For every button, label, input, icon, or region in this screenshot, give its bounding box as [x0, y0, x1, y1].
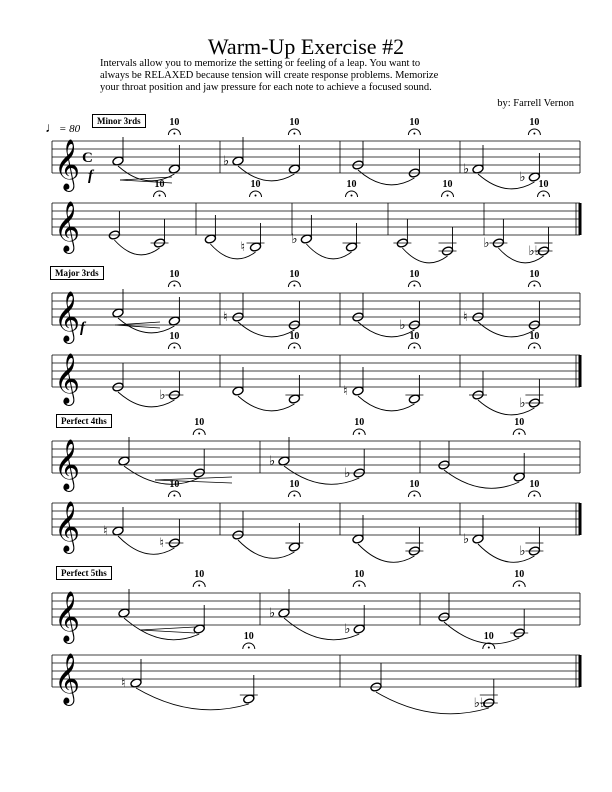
half-note — [463, 515, 484, 547]
half-note — [352, 141, 364, 170]
half-note — [519, 153, 540, 185]
staff — [52, 139, 580, 192]
half-note — [343, 367, 364, 399]
half-note — [405, 527, 423, 556]
crescendo-hairpin — [140, 630, 195, 633]
half-note — [469, 371, 487, 400]
fermata-number: 10 — [529, 117, 540, 128]
author-credit: by: Farrell Vernon — [497, 98, 574, 109]
fermata-dot — [293, 495, 295, 497]
fermata-dot — [413, 285, 415, 287]
natural-icon: ♮ — [240, 240, 246, 255]
half-note — [112, 363, 124, 392]
fermata-dot — [533, 495, 535, 497]
intro-line: always be RELAXED because tension will create response problems. Memorize — [100, 70, 439, 81]
fermata-number: 10 — [169, 269, 180, 280]
half-note — [519, 379, 543, 411]
half-note — [241, 223, 265, 255]
slur — [478, 400, 534, 415]
fermata-dot — [255, 195, 257, 197]
treble-clef-icon: 𝄞 — [54, 591, 81, 642]
fermata-dot — [293, 285, 295, 287]
fermata-number: 10 — [250, 179, 261, 190]
fermata-number: 10 — [442, 179, 453, 190]
half-note — [269, 589, 290, 621]
fermata-dot — [248, 647, 250, 649]
treble-clef-icon: 𝄞 — [54, 439, 81, 490]
half-note — [438, 593, 450, 622]
slur — [238, 396, 294, 411]
treble-clef-icon: 𝄞 — [54, 139, 81, 190]
flat-icon: ♭ — [269, 454, 276, 469]
fermata-dot — [351, 195, 353, 197]
natural-icon: ♮ — [103, 524, 108, 539]
slur — [376, 692, 489, 714]
fermata-number: 10 — [169, 479, 180, 490]
intro-line: Intervals allow you to memorize the setting or feeling of a leap. You want to — [100, 58, 421, 69]
fermata-number: 10 — [169, 117, 180, 128]
staff — [52, 591, 580, 644]
section-label-major-3rds: Major 3rds — [50, 266, 104, 280]
flat-icon: ♭ — [399, 318, 406, 333]
fermata-dot — [358, 433, 360, 435]
fermata-number: 10 — [289, 479, 300, 490]
half-note — [193, 449, 205, 478]
natural-icon: ♮ — [223, 310, 228, 325]
fermata-number: 10 — [243, 631, 254, 642]
double-flat-icon: ♭♭ — [473, 696, 487, 711]
staff — [52, 501, 580, 554]
tempo-value: = 80 — [59, 123, 81, 135]
flat-icon: ♭ — [519, 544, 526, 559]
slur — [478, 544, 534, 562]
fermata-dot — [413, 133, 415, 135]
dynamic-marking: f — [88, 168, 93, 184]
fermata-number: 10 — [409, 331, 420, 342]
half-note — [474, 679, 498, 711]
half-note — [529, 227, 553, 259]
fermata-number: 10 — [529, 269, 540, 280]
flat-icon: ♭ — [223, 154, 230, 169]
half-note — [519, 527, 543, 559]
fermata-dot — [413, 347, 415, 349]
slur — [306, 244, 351, 259]
flat-icon: ♭ — [291, 232, 298, 247]
fermata-number: 10 — [354, 417, 365, 428]
fermata-dot — [159, 195, 161, 197]
slur — [358, 396, 414, 411]
fermata-number: 10 — [194, 569, 205, 580]
staff — [52, 653, 580, 706]
fermata-dot — [533, 285, 535, 287]
fermata-dot — [413, 495, 415, 497]
half-note — [151, 219, 169, 248]
fermata-number: 10 — [538, 179, 549, 190]
flat-icon: ♭ — [269, 606, 276, 621]
natural-icon: ♮ — [463, 310, 468, 325]
fermata-dot — [173, 347, 175, 349]
fermata-dot — [198, 433, 200, 435]
half-note — [352, 293, 364, 322]
fermata-dot — [543, 195, 545, 197]
fermata-number: 10 — [483, 631, 494, 642]
treble-clef-icon: 𝄞 — [54, 653, 81, 704]
fermata-dot — [173, 495, 175, 497]
treble-clef-icon: 𝄞 — [54, 291, 81, 342]
flat-icon: ♭ — [519, 170, 526, 185]
fermata-number: 10 — [529, 479, 540, 490]
natural-icon: ♮ — [343, 384, 348, 399]
fermata-number: 10 — [529, 331, 540, 342]
flat-icon: ♭ — [159, 388, 166, 403]
half-note — [393, 219, 411, 248]
staff — [52, 439, 580, 492]
intro-line: your throat position and jaw pressure for each note to achieve a focused sound. — [100, 82, 432, 93]
flat-icon: ♭ — [463, 532, 470, 547]
half-note — [408, 149, 420, 178]
treble-clef-icon: 𝄞 — [54, 353, 81, 404]
half-note — [269, 437, 290, 469]
fermata-number: 10 — [154, 179, 165, 190]
half-note — [103, 507, 124, 539]
flat-icon: ♭ — [519, 396, 526, 411]
half-note — [463, 145, 484, 177]
fermata-dot — [173, 285, 175, 287]
half-note — [121, 659, 142, 691]
fermata-number: 10 — [409, 269, 420, 280]
slur — [118, 536, 174, 554]
half-note — [108, 211, 120, 240]
fermata-dot — [518, 433, 520, 435]
slur — [238, 166, 294, 181]
fermata-dot — [447, 195, 449, 197]
half-note — [528, 301, 540, 330]
fermata-number: 10 — [169, 331, 180, 342]
fermata-dot — [293, 133, 295, 135]
fermata-dot — [518, 585, 520, 587]
fermata-dot — [293, 347, 295, 349]
fermata-dot — [198, 585, 200, 587]
half-note — [510, 609, 528, 638]
fermata-number: 10 — [514, 569, 525, 580]
fermata-dot — [173, 133, 175, 135]
flat-icon: ♭ — [463, 162, 470, 177]
slur — [136, 688, 249, 710]
half-note — [439, 227, 457, 256]
fermata-number: 10 — [409, 479, 420, 490]
fermata-dot — [533, 347, 535, 349]
fermata-dot — [533, 133, 535, 135]
slur — [358, 170, 414, 185]
half-note — [438, 441, 450, 470]
fermata-number: 10 — [514, 417, 525, 428]
double-flat-icon: ♭♭ — [528, 244, 541, 259]
natural-icon: ♮ — [159, 536, 165, 551]
half-note — [344, 605, 365, 637]
staff — [52, 353, 580, 406]
slur — [114, 240, 159, 255]
slur — [210, 244, 255, 259]
half-note — [288, 301, 300, 330]
page-title: Warm-Up Exercise #2 — [207, 34, 405, 59]
fermata-number: 10 — [354, 569, 365, 580]
slur — [358, 322, 414, 337]
crescendo-hairpin — [115, 325, 160, 328]
slur — [118, 392, 174, 407]
flat-icon: ♭ — [344, 466, 351, 481]
fermata-number: 10 — [289, 331, 300, 342]
dynamic-marking: f — [80, 320, 85, 336]
treble-clef-icon: 𝄞 — [54, 201, 81, 252]
staff — [52, 291, 580, 344]
slur — [478, 174, 534, 189]
slur — [238, 322, 294, 337]
crescendo-hairpin — [155, 477, 232, 480]
time-signature: C — [82, 150, 93, 166]
section-label-perfect-5ths: Perfect 5ths — [56, 566, 112, 580]
half-note — [291, 215, 312, 247]
fermata-number: 10 — [409, 117, 420, 128]
crescendo-hairpin — [115, 322, 160, 325]
fermata-number: 10 — [194, 417, 205, 428]
natural-icon: ♮ — [121, 676, 126, 691]
slur — [358, 544, 414, 562]
half-note — [223, 137, 244, 169]
fermata-number: 10 — [346, 179, 357, 190]
fermata-number: 10 — [289, 117, 300, 128]
section-label-minor-3rds: Minor 3rds — [92, 114, 146, 128]
half-note — [232, 511, 244, 540]
fermata-number: 10 — [289, 269, 300, 280]
flat-icon: ♭ — [483, 236, 490, 251]
treble-clef-icon: 𝄞 — [54, 501, 81, 552]
flat-icon: ♭ — [344, 622, 351, 637]
fermata-dot — [488, 647, 490, 649]
slur — [478, 322, 534, 337]
half-note — [370, 663, 382, 692]
slur — [402, 248, 447, 263]
fermata-dot — [358, 585, 360, 587]
section-label-perfect-4ths: Perfect 4ths — [56, 414, 112, 428]
quarter-note-icon: ♩ — [45, 121, 59, 136]
crescendo-hairpin — [140, 627, 195, 630]
